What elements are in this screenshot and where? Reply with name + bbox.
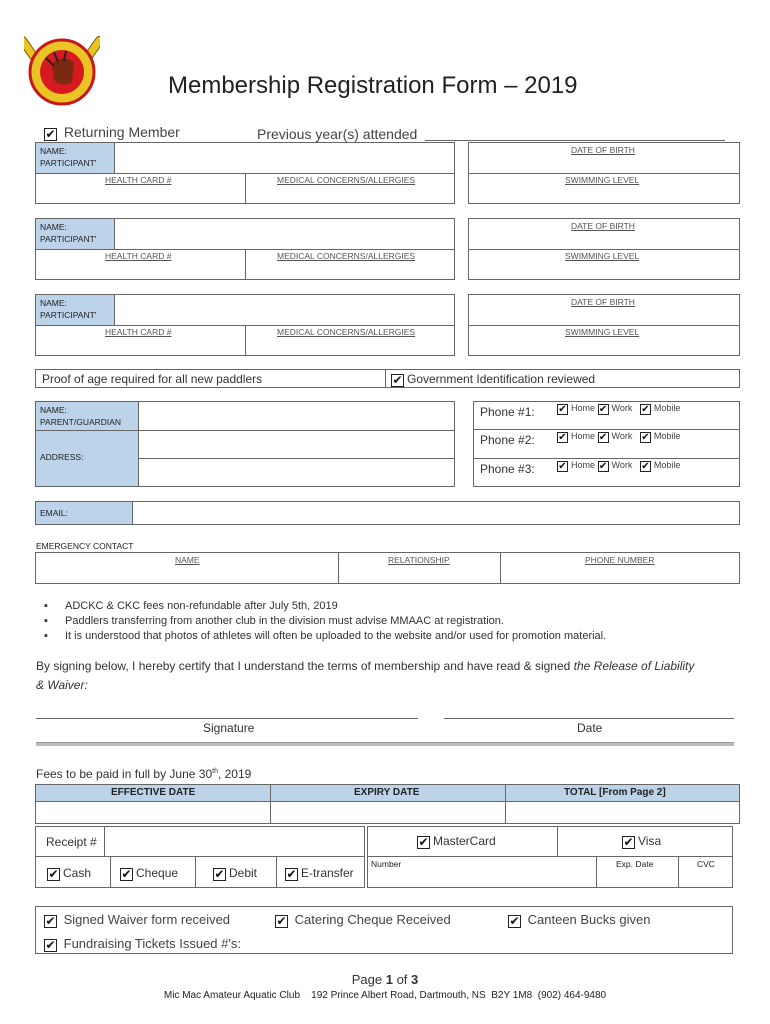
- gov-id-checkbox[interactable]: ✔: [392, 373, 403, 387]
- home-checkbox[interactable]: ✔: [558, 461, 567, 472]
- dob-label: DATE OF BIRTH: [571, 221, 635, 231]
- returning-member-checkbox[interactable]: ✔: [45, 127, 56, 141]
- mastercard-checkbox[interactable]: ✔: [418, 835, 429, 849]
- cvc-label: CVC: [697, 859, 715, 869]
- participant-name-label: NAME: PARTICIPANT': [36, 143, 115, 173]
- phone-row-1: [480, 403, 535, 421]
- gov-id-row: ✔ Government Identification reviewed: [392, 372, 596, 387]
- work-checkbox[interactable]: ✔: [598, 404, 608, 415]
- date-line[interactable]: [444, 718, 734, 719]
- cash-option: ✔ Cash: [48, 866, 92, 881]
- etransfer-option: ✔ E-transfer: [286, 866, 354, 881]
- signature-line[interactable]: [36, 718, 418, 719]
- debit-option: ✔ Debit: [214, 866, 258, 881]
- terms-list: [44, 599, 606, 644]
- returning-member-row: [44, 124, 180, 141]
- fundraising-check: ✔ Fundraising Tickets Issued #'s:: [45, 936, 241, 952]
- divider: [36, 742, 734, 746]
- phone-types-2: ✔ Home ✔ Work ✔ Mobile: [558, 431, 681, 443]
- visa-option: ✔ Visa: [623, 834, 662, 849]
- health-card-label: HEALTH CARD #: [105, 251, 172, 261]
- swimming-label: SWIMMING LEVEL: [565, 175, 640, 185]
- emergency-phone-label: PHONE NUMBER: [585, 555, 655, 565]
- catering-check: ✔ Catering Cheque Received: [276, 912, 451, 928]
- emergency-relationship-label: RELATIONSHIP: [388, 555, 450, 565]
- exp-date-label: Exp. Date: [616, 859, 654, 869]
- phone-label: Phone #3:: [480, 462, 535, 476]
- cheque-checkbox[interactable]: ✔: [121, 867, 132, 881]
- proof-of-age-text: Proof of age required for all new paddlers: [42, 372, 263, 386]
- canteen-checkbox[interactable]: ✔: [509, 914, 520, 928]
- total-header: TOTAL [From Page 2]: [564, 787, 666, 798]
- phone-row-2: [480, 431, 535, 449]
- signature-label: Signature: [203, 721, 255, 735]
- work-checkbox[interactable]: ✔: [598, 461, 608, 472]
- phone-label: Phone #1:: [480, 405, 535, 419]
- dob-label: DATE OF BIRTH: [571, 145, 635, 155]
- email-field[interactable]: [134, 502, 739, 524]
- date-label: Date: [577, 721, 603, 735]
- home-checkbox[interactable]: ✔: [558, 404, 567, 415]
- email-label: EMAIL:: [36, 502, 133, 524]
- dob-label: DATE OF BIRTH: [571, 297, 635, 307]
- medical-label: MEDICAL CONCERNS/ALLERGIES: [277, 175, 416, 185]
- receipt-label: Receipt #: [46, 835, 97, 849]
- waiver-check: ✔ Signed Waiver form received: [45, 912, 231, 928]
- medical-label: MEDICAL CONCERNS/ALLERGIES: [277, 251, 416, 261]
- phone-types-3: ✔ Home ✔ Work ✔ Mobile: [558, 460, 681, 472]
- fees-deadline: Fees to be paid in full by June 30th, 2019: [36, 767, 252, 781]
- club-logo: [24, 28, 100, 110]
- effective-date-header: EFFECTIVE DATE: [111, 787, 196, 798]
- canteen-check: ✔ Canteen Bucks given: [509, 912, 651, 928]
- emergency-name-label: NAME: [175, 555, 200, 565]
- medical-label: MEDICAL CONCERNS/ALLERGIES: [277, 327, 416, 337]
- fundraising-checkbox[interactable]: ✔: [45, 938, 56, 952]
- cash-checkbox[interactable]: ✔: [48, 867, 59, 881]
- home-checkbox[interactable]: ✔: [558, 432, 567, 443]
- participant-name-label: NAME: PARTICIPANT': [36, 219, 115, 249]
- debit-checkbox[interactable]: ✔: [214, 867, 225, 881]
- parent-name-label: NAME: PARENT/GUARDIAN: [36, 402, 139, 431]
- participant-name-label: NAME: PARTICIPANT': [36, 295, 115, 325]
- phone-row-3: [480, 460, 535, 478]
- emergency-title: EMERGENCY CONTACT: [36, 541, 134, 551]
- mastercard-option: ✔ MasterCard: [418, 834, 496, 849]
- visa-checkbox[interactable]: ✔: [623, 835, 634, 849]
- waiver-checkbox[interactable]: ✔: [45, 914, 56, 928]
- list-item: ▪ It is understood that photos of athletes will often be uploaded to the website and/or used for promotion material.: [44, 630, 607, 642]
- address-label: ADDRESS:: [36, 431, 139, 486]
- health-card-label: HEALTH CARD #: [105, 327, 172, 337]
- phone-types-1: ✔ Home ✔ Work ✔ Mobile: [558, 403, 681, 415]
- etransfer-checkbox[interactable]: ✔: [286, 867, 297, 881]
- mobile-checkbox[interactable]: ✔: [641, 404, 650, 415]
- expiry-date-header: EXPIRY DATE: [354, 787, 420, 798]
- returning-member-label: Returning Member: [63, 124, 180, 140]
- list-item: ▪ Paddlers transferring from another club in the division must advise MMAAC at registration.: [44, 615, 504, 627]
- list-item: ▪ ADCKC & CKC fees non-refundable after July 5th, 2019: [44, 600, 338, 612]
- cheque-option: ✔ Cheque: [121, 866, 179, 881]
- certify-paragraph: By signing below, I hereby certify that I understand the terms of membership and have read & signed the Release of Liability & Waiver:: [36, 659, 695, 692]
- catering-checkbox[interactable]: ✔: [276, 914, 287, 928]
- page-title: Membership Registration Form – 2019: [168, 72, 578, 99]
- card-number-label: Number: [371, 859, 402, 869]
- swimming-label: SWIMMING LEVEL: [565, 327, 640, 337]
- previous-years-label: Previous year(s) attended: [257, 126, 418, 142]
- work-checkbox[interactable]: ✔: [598, 432, 608, 443]
- mobile-checkbox[interactable]: ✔: [641, 432, 650, 443]
- previous-years-line[interactable]: [425, 140, 725, 141]
- page-number: Page 1 of 3: [351, 972, 419, 987]
- footer-address: Mic Mac Amateur Aquatic Club 192 Prince Albert Road, Dartmouth, NS B2Y 1M8 (902) 464-9480: [163, 990, 607, 1001]
- health-card-label: HEALTH CARD #: [105, 175, 172, 185]
- phone-label: Phone #2:: [480, 433, 535, 447]
- swimming-label: SWIMMING LEVEL: [565, 251, 640, 261]
- mobile-checkbox[interactable]: ✔: [641, 461, 650, 472]
